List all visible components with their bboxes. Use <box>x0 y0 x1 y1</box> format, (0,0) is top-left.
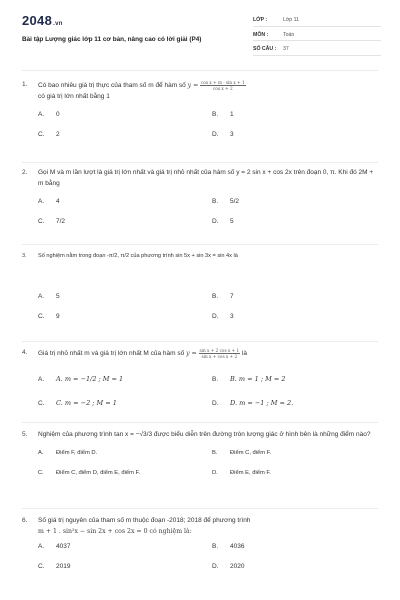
option-label: B. <box>212 292 219 300</box>
option-label: A. <box>38 543 45 550</box>
meta-table <box>253 14 381 58</box>
option-value: Điểm C, điểm D, điểm E, điểm F. <box>56 469 141 476</box>
option-label: B. <box>212 111 219 119</box>
question-5 <box>22 430 378 486</box>
option-value: 2020 <box>230 563 245 570</box>
option-label: D. <box>212 312 219 320</box>
option-a[interactable] <box>38 292 60 303</box>
option-value: A. m = −1/2 ; M = 1 <box>56 374 124 383</box>
question-number: 1. <box>22 81 28 88</box>
option-label: B. <box>212 449 218 456</box>
option-label: B. <box>212 543 219 550</box>
meta-value: Toán <box>283 31 295 38</box>
option-a[interactable] <box>38 197 60 208</box>
option-value: 4036 <box>230 543 245 550</box>
option-label: B. <box>212 375 219 383</box>
meta-key: SỐ CÂU : <box>253 46 277 52</box>
question-number: 3. <box>22 253 27 259</box>
option-d[interactable] <box>212 130 234 141</box>
answer-options <box>38 197 378 235</box>
question-3 <box>22 251 378 330</box>
option-b[interactable] <box>212 374 285 386</box>
divider <box>22 244 378 245</box>
option-label: D. <box>212 131 219 139</box>
answer-options <box>38 542 378 580</box>
option-value: 2019 <box>56 563 71 570</box>
question-6 <box>22 516 378 580</box>
question-text-post: là <box>241 350 247 358</box>
option-b[interactable] <box>212 542 244 553</box>
option-label: D. <box>212 218 219 225</box>
option-label: C. <box>38 131 45 139</box>
meta-key: MÔN : <box>253 31 269 38</box>
divider <box>22 508 378 509</box>
option-value: 3 <box>230 312 234 320</box>
answer-options <box>38 110 378 148</box>
math-expression: y = <box>187 82 199 90</box>
meta-value: Lớp 11 <box>283 17 299 23</box>
option-label: C. <box>38 469 44 476</box>
question-text: Số nghiệm nằm trong đoạn -π/2, π/2 của phương trình sin 5x + sin 3x = sin 4x là <box>38 253 238 259</box>
option-label: D. <box>212 399 219 407</box>
option-value: Điểm F, điểm D. <box>56 449 98 456</box>
option-label: D. <box>212 563 219 570</box>
option-value: 5 <box>56 292 60 300</box>
option-value: 3 <box>230 131 234 139</box>
question-number: 2. <box>22 169 28 176</box>
option-label: A. <box>38 292 45 300</box>
option-value: 9 <box>56 312 60 320</box>
option-a[interactable] <box>38 110 60 121</box>
option-value: 0 <box>56 111 60 119</box>
fraction-denominator: cos x + 2 <box>213 86 233 91</box>
question-1 <box>22 80 378 148</box>
question-text <box>38 516 378 537</box>
answer-options <box>38 292 378 330</box>
divider <box>22 341 378 342</box>
option-c[interactable] <box>38 130 60 141</box>
option-b[interactable] <box>212 448 271 459</box>
logo-suffix: .vn <box>53 21 63 27</box>
option-b[interactable] <box>212 110 234 121</box>
fraction-numerator: cos x + m · sin x + 1 <box>201 80 245 85</box>
option-a[interactable] <box>38 542 70 553</box>
question-text-line: Số giá trị nguyên của tham số m thuộc đoạn -2018; 2018 để phương trình <box>38 517 251 524</box>
option-value: Điểm E, điểm F. <box>230 469 271 476</box>
option-d[interactable] <box>212 312 234 323</box>
option-label: C. <box>38 399 45 407</box>
option-a[interactable] <box>38 448 97 459</box>
option-label: A. <box>38 375 45 383</box>
answer-options <box>38 374 378 416</box>
option-c[interactable] <box>38 217 65 228</box>
option-label: C. <box>38 563 45 570</box>
option-value: 7/2 <box>56 218 66 225</box>
option-value: 5 <box>230 218 234 225</box>
option-value: Điểm C, điểm F. <box>230 449 272 456</box>
option-d[interactable] <box>212 562 244 573</box>
question-text: Gọi M và m lần lượt là giá trị lớn nhất và giá trị nhỏ nhất của hàm số y = 2 sin x + cos 2x trên đoạn 0, π. Khi đó 2M + m bằng <box>38 169 374 187</box>
answer-options <box>38 448 378 486</box>
site-logo[interactable] <box>22 13 63 28</box>
meta-key: LỚP : <box>253 17 268 23</box>
question-4 <box>22 348 378 416</box>
math-expression: y = <box>186 350 197 358</box>
question-text <box>38 80 378 102</box>
question-text <box>38 348 378 360</box>
option-label: A. <box>38 449 44 456</box>
option-c[interactable] <box>38 398 117 410</box>
option-c[interactable] <box>38 562 70 573</box>
option-b[interactable] <box>212 292 234 303</box>
meta-value: 37 <box>283 46 289 52</box>
question-text-pre: Có bao nhiêu giá trị thực của tham số m để hàm số <box>38 82 186 90</box>
document-title: Bài tập Lượng giác lớp 11 cơ bản, nâng cao có lời giải (P4) <box>22 36 202 43</box>
option-label: A. <box>38 198 45 205</box>
option-d[interactable] <box>212 217 234 228</box>
option-label: B. <box>212 198 219 205</box>
logo-main: 2048 <box>22 13 53 28</box>
option-value: 5/2 <box>230 198 240 205</box>
question-equation: m + 1 . sin²x − sin 2x + cos 2x = 0 có nghiệm là: <box>38 527 192 535</box>
option-label: D. <box>212 469 218 476</box>
meta-row-count <box>253 43 381 56</box>
option-value: 4037 <box>56 543 71 550</box>
option-value: C. m = −2 ; M = 1 <box>56 398 117 407</box>
option-label: C. <box>38 312 45 320</box>
document-header <box>0 0 400 70</box>
divider <box>22 422 378 423</box>
question-number: 6. <box>22 517 28 524</box>
option-value: 7 <box>230 292 234 300</box>
meta-row-subject <box>253 29 381 42</box>
option-c[interactable] <box>38 468 140 479</box>
option-d[interactable] <box>212 398 293 410</box>
option-value: D. m = −1 ; M = 2. <box>230 398 294 407</box>
fraction-denominator: sin x + cos x + 2 <box>201 354 238 359</box>
math-fraction <box>199 348 241 359</box>
option-value: 1 <box>230 111 234 119</box>
option-label: A. <box>38 111 45 119</box>
option-b[interactable] <box>212 197 239 208</box>
question-2 <box>22 168 378 235</box>
fraction-numerator: sin x + 2 cos x + 1 <box>199 348 240 353</box>
option-label: C. <box>38 218 45 225</box>
divider <box>22 70 378 71</box>
question-text: Nghiệm của phương trình tan x = −√3/3 được biểu diễn trên đường tròn lượng giác ở hình bên là những điểm nào? <box>38 431 371 438</box>
option-d[interactable] <box>212 468 271 479</box>
divider <box>22 162 378 163</box>
question-number: 5. <box>22 431 28 438</box>
question-text-pre: Giá trị nhỏ nhất m và giá trị lớn nhất M của hàm số <box>38 350 185 358</box>
option-c[interactable] <box>38 312 60 323</box>
option-value: 4 <box>56 198 60 205</box>
question-text-post: có giá trị lớn nhất bằng 1 <box>38 92 110 100</box>
option-value: B. m = 1 ; M = 2 <box>230 374 286 383</box>
meta-row-class <box>253 14 381 27</box>
question-number: 4. <box>22 349 28 356</box>
option-a[interactable] <box>38 374 123 386</box>
option-value: 2 <box>56 131 60 139</box>
math-fraction <box>200 80 246 91</box>
